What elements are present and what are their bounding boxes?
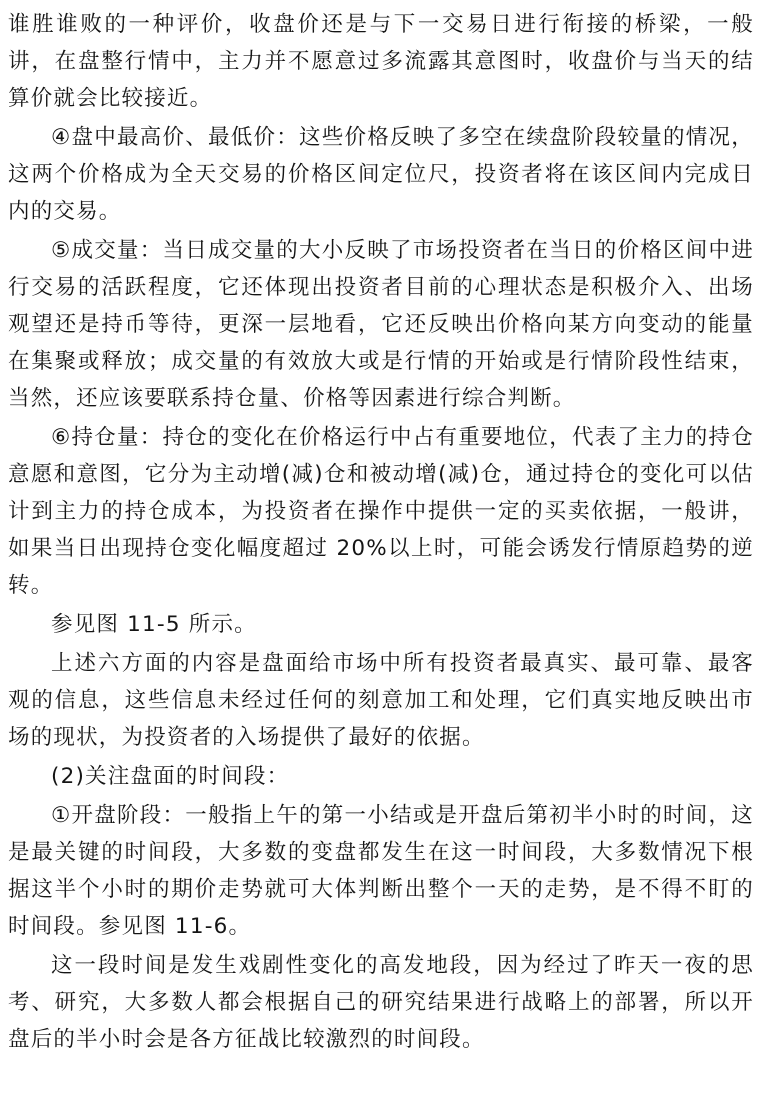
paragraph-figure-reference: 参见图 11-5 所示。 — [51, 612, 257, 637]
paragraph-high-low-price: ④盘中最高价、最低价：这些价格反映了多空在续盘阶段较量的情况，这两个价格成为全天交易的价格区间定位尺，投资者将在该区间内完成日内的交易。 — [8, 125, 754, 224]
paragraph-open-interest: ⑥持仓量：持仓的变化在价格运行中占有重要地位，代表了主力的持仓意愿和意图，它分为主动增(减)仓和被动增(减)仓，通过持仓的变化可以估计到主力的持仓成本，为投资者在操作中提供一定的买卖依据，一般讲，如果当日出现持仓变化幅度超过 20%以上时，可能会诱发行情原趋势的逆转。 — [8, 425, 754, 598]
paragraph-opening-stage: ①开盘阶段：一般指上午的第一小结或是开盘后第初半小时的时间，这是最关键的时间段，大多数的变盘都发生在这一时间段，大多数情况下根据这半个小时的期价走势就可大体判断出整个一天的走势，是不得不盯的时间段。参见图 11-6。 — [8, 803, 754, 939]
paragraph-summary: 上述六方面的内容是盘面给市场中所有投资者最真实、最可靠、最客观的信息，这些信息未经过任何的刻意加工和处理，它们真实地反映出市场的现状，为投资者的入场提供了最好的依据。 — [8, 651, 754, 750]
paragraph-continuation: 谁胜谁败的一种评价，收盘价还是与下一交易日进行衔接的桥梁，一般讲，在盘整行情中，主力并不愿意过多流露其意图时，收盘价与当天的结算价就会比较接近。 — [8, 12, 754, 111]
section-heading-time-periods: (2)关注盘面的时间段： — [51, 764, 290, 789]
paragraph-dramatic-changes: 这一段时间是发生戏剧性变化的高发地段，因为经过了昨天一夜的思考、研究，大多数人都会根据自己的研究结果进行战略上的部署，所以开盘后的半小时会是各方征战比较激烈的时间段。 — [8, 953, 754, 1052]
paragraph-volume: ⑤成交量：当日成交量的大小反映了市场投资者在当日的价格区间中进行交易的活跃程度，它还体现出投资者目前的心理状态是积极介入、出场观望还是持币等待，更深一层地看，它还反映出价格向某方向变动的能量在集聚或释放；成交量的有效放大或是行情的开始或是行情阶段性结束，当然，还应该要联系持仓量、价格等因素进行综合判断。 — [8, 238, 754, 411]
